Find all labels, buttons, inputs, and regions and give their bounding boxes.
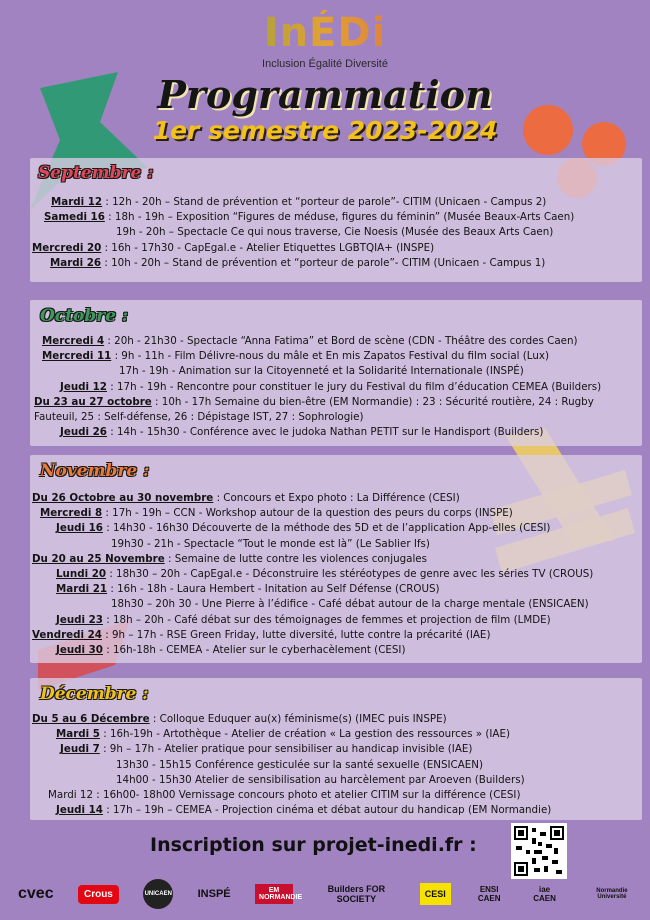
- event-date: Du 20 au 25 Novembre: [32, 552, 165, 565]
- event-line: [30, 364, 642, 379]
- event-line: [30, 742, 642, 757]
- septembre-events: [30, 195, 642, 271]
- partner-logo: cvec: [18, 885, 54, 902]
- event-text: : 17h – 19h – CEMEA - Projection cinéma et débat autour du handicap (EM Normandie): [102, 804, 552, 817]
- event-line: [30, 567, 642, 582]
- event-line: [30, 582, 642, 597]
- event-text: : 12h - 20h – Stand de prévention et “porteur de parole”- CITIM (Unicaen - Campus 2): [102, 196, 547, 208]
- event-date: Mardi 12: [51, 196, 103, 208]
- inscription-text: Inscription sur projet-inedi.fr :: [150, 834, 477, 856]
- event-line: [30, 613, 642, 628]
- event-text: : 14h - 15h30 - Conférence avec le judoka Nathan PETIT sur le Handisport (Builders): [106, 426, 544, 439]
- event-date: Vendredi 24: [32, 628, 102, 641]
- event-text: 17h - 19h - Animation sur la Citoyenneté et la Solidarité Internationale (INSPÉ): [119, 365, 524, 378]
- event-line: [30, 241, 642, 256]
- event-date: Jeudi 30: [56, 643, 103, 656]
- event-line: [30, 210, 642, 225]
- event-text: : 17h - 19h – CCN - Workshop autour de la question des peurs du corps (INSPE): [102, 507, 513, 520]
- event-line: [30, 380, 642, 395]
- event-line: [30, 597, 642, 612]
- month-label-septembre: Septembre :: [38, 163, 154, 183]
- event-line: [30, 773, 642, 788]
- event-text: 19h - 20h – Spectacle Ce qui nous traverse, Cie Noesis (Musée des Beaux Arts Caen): [116, 226, 554, 239]
- partner-logos: [18, 876, 638, 912]
- event-text: Mardi 12 : 16h00- 18h00 Vernissage concours photo et atelier CITIM sur la différence (CESI): [48, 788, 521, 801]
- inedi-logo: InÉDi: [0, 10, 650, 56]
- month-label-novembre: Novembre :: [40, 461, 150, 481]
- page-subtitle: 1er semestre 2023-2024: [152, 116, 498, 145]
- event-text: : Semaine de lutte contre les violences conjugales: [164, 552, 428, 565]
- event-text: 14h00 - 15h30 Atelier de sensibilisation au harcèlement par Aroeven (Builders): [116, 773, 525, 786]
- event-date: Samedi 16: [44, 211, 105, 224]
- month-label-octobre: Octobre :: [40, 306, 129, 326]
- partner-logo: UNICAEN: [143, 879, 173, 909]
- header: [0, 0, 650, 152]
- event-date: Lundi 20: [56, 567, 107, 580]
- qr-code-graphic: [514, 826, 564, 876]
- event-line: [30, 643, 642, 658]
- event-date: Jeudi 14: [56, 804, 103, 817]
- event-date: Du 5 au 6 Décembre: [32, 713, 150, 725]
- event-line: [30, 712, 642, 727]
- event-text: 19h30 - 21h - Spectacle “Tout le monde est là” (Le Sablier Ifs): [111, 537, 430, 550]
- partner-logo: INSPÉ: [197, 888, 231, 900]
- event-text: : 16h - 18h - Laura Hembert - Initation au Self Défense (CROUS): [107, 583, 440, 596]
- event-date: Du 26 Octobre au 30 novembre: [32, 492, 214, 504]
- event-text: Fauteuil, 25 : Self-défense, 26 : Dépistage IST, 27 : Sophrologie): [34, 410, 364, 423]
- event-text: : 10h - 20h – Stand de prévention et “porteur de parole”- CITIM (Unicaen - Campus 1): [101, 256, 546, 269]
- event-date: Mardi 21: [56, 583, 108, 596]
- event-line: [30, 349, 642, 364]
- event-line: [30, 521, 642, 536]
- event-text: 13h30 - 15h15 Conférence gesticulée sur la santé sexuelle (ENSICAEN): [116, 758, 483, 771]
- event-line: [30, 410, 642, 425]
- event-text: : 16h - 17h30 - CapEgal.e - Atelier Etiquettes LGBTQIA+ (INSPE): [101, 241, 435, 254]
- event-line: [30, 256, 642, 271]
- event-line: [30, 195, 642, 210]
- event-text: : 16h-19h - Artothèque - Atelier de création « La gestion des ressources » (IAE): [99, 728, 510, 741]
- event-date: Jeudi 23: [56, 613, 103, 626]
- event-line: [30, 552, 642, 567]
- partner-logo: Builders FOR SOCIETY: [327, 884, 386, 904]
- octobre-events: [30, 334, 642, 440]
- event-date: Jeudi 16: [56, 522, 103, 535]
- event-date: Mardi 5: [56, 728, 100, 741]
- page-title: Programmation: [157, 72, 493, 117]
- partner-logo: ENSI CAEN: [477, 885, 501, 903]
- event-text: : 20h - 21h30 - Spectacle “Anna Fatima” et Bord de scène (CDN - Théâtre des cordes Caen): [104, 335, 578, 347]
- event-text: 18h30 – 20h 30 - Une Pierre à l’édifice - Café débat autour de la charge mentale (ENSICAEN): [111, 598, 589, 611]
- event-date: Mercredi 20: [32, 241, 102, 254]
- qr-code-icon[interactable]: [511, 823, 567, 879]
- event-text: : 9h – 17h - Atelier pratique pour sensibiliser au handicap invisible (IAE): [99, 743, 473, 756]
- event-line: [30, 803, 642, 818]
- partner-logo: Normandie Université: [596, 888, 628, 900]
- partner-logo: Crous: [78, 885, 119, 904]
- event-line: [30, 334, 642, 349]
- event-text: : 14h30 - 16h30 Découverte de la méthode des 5D et de l’application App-elles (CESI): [102, 522, 551, 535]
- event-text: : 18h - 19h – Exposition “Figures de méduse, figures du féminin” (Musée Beaux-Arts Caen): [104, 211, 575, 224]
- event-line: [30, 758, 642, 773]
- event-line: [30, 225, 642, 240]
- event-line: [30, 395, 642, 410]
- event-line: [30, 537, 642, 552]
- event-date: Du 23 au 27 octobre: [34, 395, 152, 408]
- event-text: : 9h – 17h - RSE Green Friday, lutte diversité, lutte contre la précarité (IAE): [101, 628, 491, 641]
- month-label-decembre: Décembre :: [40, 684, 149, 704]
- event-date: Mercredi 8: [40, 507, 103, 520]
- event-date: Mercredi 11: [42, 350, 112, 363]
- event-date: Jeudi 26: [60, 426, 107, 439]
- partner-logo: EM NORMANDIE: [255, 884, 293, 904]
- event-line: [30, 788, 642, 803]
- event-line: [30, 425, 642, 440]
- decembre-events: [30, 712, 642, 818]
- partner-logo: iae CAEN: [533, 885, 556, 903]
- event-text: : 18h30 – 20h - CapEgal.e - Déconstruire les stéréotypes de genre avec les séries TV (CROUS): [106, 567, 594, 580]
- event-date: Mercredi 4: [42, 335, 105, 347]
- event-date: Jeudi 12: [60, 380, 107, 393]
- partner-logo: CESI: [420, 883, 451, 905]
- event-text: : Concours et Expo photo : La Différence (CESI): [213, 492, 460, 504]
- event-line: [30, 491, 642, 506]
- event-date: Jeudi 7: [60, 743, 100, 756]
- event-text: : 18h – 20h - Café débat sur des témoignages de femmes et projection de film (LMDE): [102, 613, 551, 626]
- event-text: : 9h - 11h - Film Délivre-nous du mâle et En mis Zapatos Festival du film social (Lux): [111, 350, 549, 363]
- event-text: : 16h-18h - CEMEA - Atelier sur le cyberhacèlement (CESI): [102, 643, 406, 656]
- event-text: : Colloque Eduquer au(x) féminisme(s) (IMEC puis INSPE): [149, 713, 447, 725]
- event-text: : 10h - 17h Semaine du bien-être (EM Normandie) : 23 : Sécurité routière, 24 : Rugby: [151, 395, 594, 408]
- event-line: [30, 506, 642, 521]
- novembre-events: [30, 491, 642, 658]
- event-text: : 17h - 19h - Rencontre pour constituer le jury du Festival du film d’éducation CEMEA (Builders): [106, 380, 602, 393]
- logo-subtitle: Inclusion Égalité Diversité: [262, 58, 388, 70]
- event-date: Mardi 26: [50, 256, 102, 269]
- event-line: [30, 727, 642, 742]
- event-line: [30, 628, 642, 643]
